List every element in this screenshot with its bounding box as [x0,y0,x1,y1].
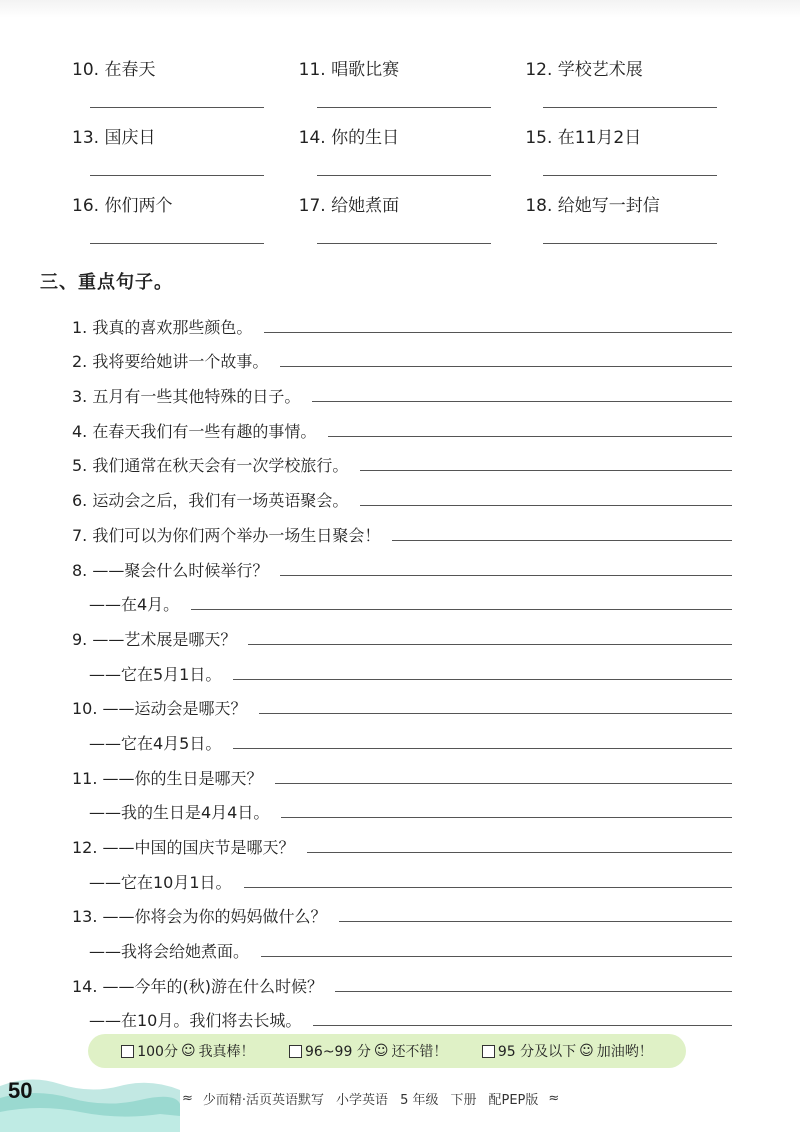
sentence-text: 6. 运动会之后，我们有一场英语聚会。 [72,491,349,511]
section-title: 三、重点句子。 [40,272,173,293]
phrase-item [299,188,526,256]
sentence-text: 7. 我们可以为你们两个举办一场生日聚会！ [72,525,381,545]
answer-blank[interactable] [264,332,732,333]
sentence-item [72,338,732,373]
score-range: 95 分及以下 [497,1044,577,1060]
sentence-text: 14. ——今年的(秋)游在什么时候？ [72,976,324,996]
sentence-answer-line [72,997,732,1032]
answer-blank[interactable] [339,921,732,922]
sentence-item [72,476,732,511]
checkbox-icon[interactable] [289,1045,302,1058]
answer-blank[interactable] [317,107,491,108]
sentence-item [72,546,732,581]
sentence-answer-line [72,789,732,824]
sentence-text: 1. 我真的喜欢那些颜色。 [72,317,253,337]
answer-blank[interactable] [360,505,732,506]
phrase-label: 18. 给她写一封信 [525,196,660,216]
sentence-text: ——在10月。我们将去长城。 [89,1011,302,1031]
answer-blank[interactable] [281,817,732,818]
sentence-answer-line [72,581,732,616]
answer-blank[interactable] [392,540,732,541]
footer-subject: 小学英语 [336,1093,389,1108]
answer-blank[interactable] [360,470,732,471]
phrase-item [72,120,299,188]
phrase-label: 16. 你们两个 [72,196,173,216]
sentence-text: 3. 五月有一些其他特殊的日子。 [72,387,301,407]
sentence-text: 11. ——你的生日是哪天？ [72,768,263,788]
answer-blank[interactable] [313,1025,732,1026]
footer-edition: 配PEP版 [488,1093,539,1108]
answer-blank[interactable] [335,991,732,992]
sentence-text: ——它在4月5日。 [89,733,222,753]
phrase-item [299,120,526,188]
phrase-label: 17. 给她煮面 [298,196,400,216]
score-range: 100分 [137,1044,178,1060]
phrase-item [299,52,526,120]
phrase-row [72,188,752,256]
sentence-item [72,372,732,407]
answer-blank[interactable] [275,783,732,784]
phrase-row [72,52,752,120]
answer-blank[interactable] [328,436,732,437]
phrase-grid [72,52,752,256]
footer-series: 少而精·活页英语默写 [202,1093,325,1108]
squiggle-right-icon: ≈ [548,1091,560,1106]
score-bar [88,1034,686,1068]
sentence-text: ——我将会给她煮面。 [89,942,250,962]
page-number: 50 [8,1078,33,1103]
phrase-item [525,120,752,188]
sentence-item [72,407,732,442]
answer-blank[interactable] [248,644,732,645]
sentence-text: 4. 在春天我们有一些有趣的事情。 [72,421,317,441]
answer-blank[interactable] [90,107,264,108]
phrase-item [72,188,299,256]
phrase-item [72,52,299,120]
sentence-text: 5. 我们通常在秋天会有一次学校旅行。 [72,456,349,476]
sentence-text: ——我的生日是4月4日。 [89,803,270,823]
sentence-text: 2. 我将要给她讲一个故事。 [72,352,269,372]
sentence-item [72,823,732,858]
score-comment: 加油哟！ [596,1044,653,1060]
score-comment: 还不错！ [391,1044,448,1060]
sentence-text: ——它在5月1日。 [89,664,222,684]
sentence-answer-line [72,927,732,962]
answer-blank[interactable] [317,243,491,244]
answer-blank[interactable] [280,575,732,576]
checkbox-icon[interactable] [482,1045,495,1058]
squiggle-left-icon: ≈ [182,1091,193,1106]
answer-blank[interactable] [259,713,732,714]
answer-blank[interactable] [233,748,732,749]
answer-blank[interactable] [543,175,717,176]
phrase-row [72,120,752,188]
phrase-label: 13. 国庆日 [72,128,156,148]
sentence-text: ——它在10月1日。 [89,872,232,892]
sentence-item [72,962,732,997]
score-option [482,1041,653,1061]
sentence-item [72,303,732,338]
answer-blank[interactable] [543,107,717,108]
footer-volume: 下册 [450,1093,477,1108]
answer-blank[interactable] [543,243,717,244]
top-edge-shadow [0,0,800,18]
sentence-text: 9. ——艺术展是哪天？ [72,629,237,649]
sentence-text: 12. ——中国的国庆节是哪天？ [72,838,295,857]
sentence-list [72,303,732,1031]
phrase-item [525,52,752,120]
answer-blank[interactable] [261,956,732,957]
phrase-item [525,188,752,256]
answer-blank[interactable] [233,679,732,680]
answer-blank[interactable] [244,887,732,888]
score-option [289,1041,447,1061]
phrase-label: 12. 学校艺术展 [525,60,643,80]
sentence-item [72,442,732,477]
checkbox-icon[interactable] [121,1045,134,1058]
score-range: 96~99 分 [305,1044,371,1060]
phrase-label: 10. 在春天 [72,60,156,80]
sentence-item [72,685,732,720]
sentence-text: ——在4月。 [89,595,180,615]
sentence-answer-line [72,858,732,893]
sentence-text: 10. ——运动会是哪天？ [72,699,247,719]
score-option [121,1041,254,1061]
smiley-face-icon: ☺ [373,1043,389,1059]
sentence-text: 13. ——你将会为你的妈妈做什么？ [72,907,327,927]
sentence-answer-line [72,650,732,685]
sentence-item [72,893,732,928]
answer-blank[interactable] [90,175,264,176]
sentence-item [72,511,732,546]
phrase-label: 15. 在11月2日 [525,128,642,148]
answer-blank[interactable] [312,401,732,402]
answer-blank[interactable] [280,366,732,367]
smiley-face-icon: ☺ [579,1043,594,1059]
answer-blank[interactable] [307,852,732,853]
sentence-item [72,754,732,789]
score-comment: 我真棒！ [198,1044,255,1060]
sentence-item [72,615,732,650]
answer-blank[interactable] [90,243,264,244]
answer-blank[interactable] [191,609,732,610]
footer-info [178,1089,563,1108]
phrase-label: 11. 唱歌比赛 [298,60,400,80]
sentence-text: 8. ——聚会什么时候举行？ [72,560,269,580]
footer-grade: 5 年级 [400,1093,439,1108]
phrase-label: 14. 你的生日 [298,128,400,148]
smiley-face-icon: ☺ [180,1043,196,1059]
answer-blank[interactable] [317,175,491,176]
sentence-answer-line [72,719,732,754]
